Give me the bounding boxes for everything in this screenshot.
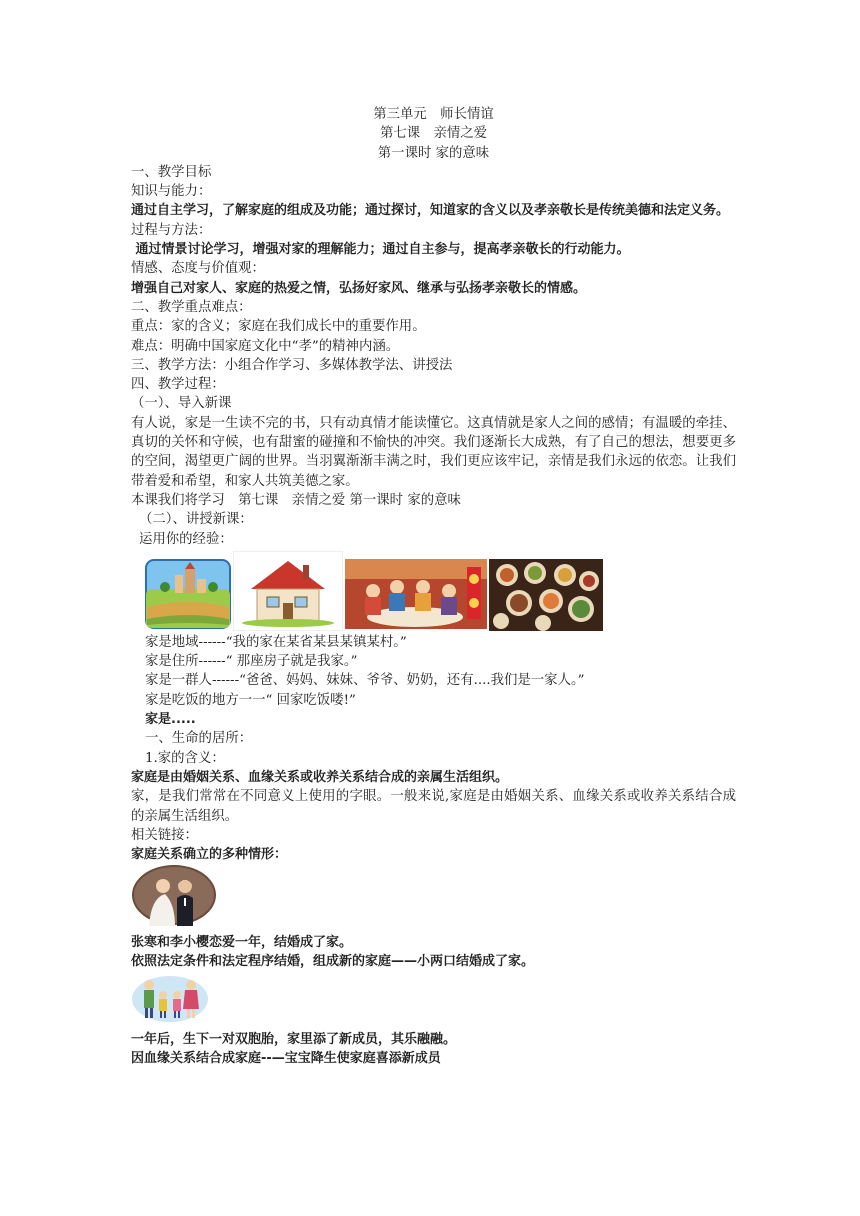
wedding-image-block bbox=[131, 864, 736, 932]
family-image-block bbox=[131, 971, 736, 1029]
family-dinner-image bbox=[345, 559, 487, 629]
period-title: 第一课时 家的意味 bbox=[377, 145, 490, 161]
process-heading: 四、教学过程： bbox=[131, 377, 225, 393]
process-text: 通过情景讨论学习，增强对家的理解能力；通过自主参与，提高孝亲敬长的行动能力。 bbox=[131, 242, 630, 258]
goals-heading: 一、教学目标 bbox=[131, 164, 212, 180]
difficult-point: 难点：明确中国家庭文化中“孝”的精神内涵。 bbox=[131, 338, 400, 354]
experience-photos bbox=[145, 551, 736, 631]
key-heading: 二、教学重点难点： bbox=[131, 299, 252, 315]
home-line-people: 家是一群人------“爸爸、妈妈、妹妹、爷爷、奶奶，还有....我们是一家人。” bbox=[145, 673, 585, 689]
attitude-label: 情感、态度与价值观： bbox=[131, 261, 265, 277]
home-line-region: 家是地域------“我的家在某省某县某镇某村。” bbox=[145, 634, 407, 650]
meaning-heading: 1.家的含义： bbox=[145, 750, 225, 766]
new-lesson-heading: （二）、讲授新课： bbox=[139, 512, 253, 528]
village-landscape-image bbox=[145, 559, 231, 629]
definition-bold: 家庭是由婚姻关系、血缘关系或收养关系结合成的亲属生活组织。 bbox=[131, 769, 509, 785]
home-is-line: 家是..... bbox=[145, 712, 196, 728]
intro-lesson: 本课我们将学习 第七课 亲情之爱 第一课时 家的意味 bbox=[131, 492, 461, 508]
methods-line: 三、教学方法：小组合作学习、多媒体教学法、讲授法 bbox=[131, 357, 453, 373]
life-home-heading: 一、生命的居所： bbox=[145, 731, 253, 747]
lesson-title: 第七课 亲情之爱 bbox=[379, 126, 488, 142]
story1-text: 张寒和李小樱恋爱一年，结婚成了家。 bbox=[131, 934, 353, 950]
document-page bbox=[131, 105, 736, 1068]
definition-text: 家，是我们常常在不同意义上使用的字眼。一般来说,家庭是由婚姻关系、血缘关系或收养关系结合成的亲属生活组织。 bbox=[131, 789, 736, 824]
link-label: 相关链接： bbox=[131, 827, 198, 843]
knowledge-label: 知识与能力： bbox=[131, 184, 212, 200]
home-line-dinner: 家是吃饭的地方一一“ 回家吃饭喽!” bbox=[145, 692, 356, 708]
story2-text: 一年后，生下一对双胞胎，家里添了新成员，其乐融融。 bbox=[131, 1031, 457, 1047]
intro-heading: （一）、导入新课 bbox=[131, 396, 232, 412]
wedding-couple-image bbox=[131, 864, 217, 926]
intro-text: 有人说，家是一生读不完的书，只有动真情才能读懂它。这真情就是家人之间的感情；有温暖的牵挂、真切的关怀和守候，也有甜蜜的碰撞和不愉快的冲突。我们逐渐长大成熟，有了自己的想法，想要更多的空间，渴望更广阔的世界。当羽翼渐渐丰满之时，我们更应该牢记，亲情是我们永远的依恋。让我们带着爱和希望，和家人共筑美德之家。 bbox=[131, 415, 736, 489]
experience-line: 运用你的经验： bbox=[139, 531, 233, 547]
home-line-house: 家是住所------“ 那座房子就是我家。” bbox=[145, 654, 358, 670]
key-point: 重点：家的含义；家庭在我们成长中的重要作用。 bbox=[131, 319, 426, 335]
dishes-image bbox=[489, 559, 603, 631]
story2-note: 因血缘关系结合成家庭--—宝宝降生使家庭喜添新成员 bbox=[131, 1050, 441, 1066]
process-label: 过程与方法： bbox=[131, 222, 212, 238]
attitude-text: 增强自己对家人、家庭的热爱之情，弘扬好家风、继承与弘扬孝亲敬长的情感。 bbox=[131, 280, 587, 296]
unit-title: 第三单元 师长情谊 bbox=[373, 107, 494, 122]
knowledge-text: 通过自主学习，了解家庭的组成及功能；通过探讨，知道家的含义以及孝亲敬长是传统美德和法定义务。 bbox=[131, 203, 730, 219]
story1-note: 依照法定条件和法定程序结婚，组成新的家庭——小两口结婚成了家。 bbox=[131, 953, 535, 969]
family-cartoon-image bbox=[131, 971, 209, 1023]
forms-heading: 家庭关系确立的多种情形： bbox=[131, 847, 288, 863]
house-image bbox=[233, 551, 343, 631]
